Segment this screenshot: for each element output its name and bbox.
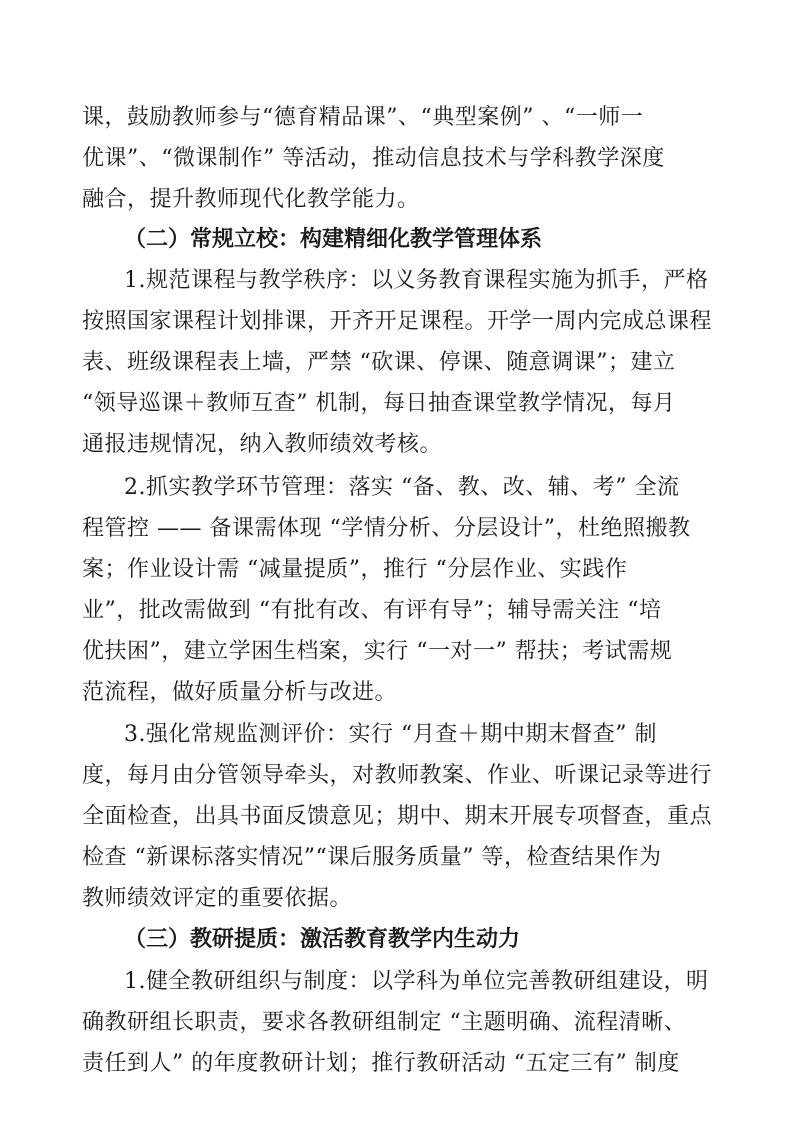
text-line: 业”，批改需做到 “有批有改、有评有导”；辅导需关注 “培	[82, 598, 662, 623]
text-line: 1.健全教研组织与制度：以学科为单位完善教研组建设，明	[124, 969, 709, 994]
text-line: 2.抓实教学环节管理：落实 “备、教、改、辅、考” 全流	[124, 475, 680, 500]
text-line: 教师绩效评定的重要依据。	[82, 886, 353, 911]
text-line: 表、班级课程表上墙，严禁 “砍课、停课、随意调课”；建立	[82, 350, 676, 375]
text-line: 3.强化常规监测评价：实行 “月查＋期中期末督查” 制	[124, 722, 657, 747]
text-line: 检查 “新课标落实情况”“课后服务质量” 等，检查结果作为	[82, 845, 662, 870]
text-line: 确教研组长职责，要求各教研组制定 “主题明确、流程清晰、	[82, 1010, 687, 1035]
text-line: 按照国家课程计划排课，开齐开足课程。开学一周内完成总课程	[82, 309, 713, 334]
section-heading-3: （三）教研提质：激活教育教学内生动力	[124, 927, 521, 952]
text-line: 责任到人” 的年度教研计划；推行教研活动 “五定三有” 制度	[82, 1051, 680, 1076]
text-line: 案；作业设计需 “减量提质”，推行 “分层作业、实践作	[82, 557, 628, 582]
text-line: “领导巡课＋教师互查” 机制，每日抽查课堂教学情况，每月	[82, 391, 676, 416]
text-line: 程管控 —— 备课需体现 “学情分析、分层设计”，杜绝照搬教	[82, 516, 691, 541]
section-heading-2: （二）常规立校：构建精细化教学管理体系	[124, 227, 543, 252]
text-line: 1.规范课程与教学秩序：以义务教育课程实施为抓手，严格	[124, 268, 709, 293]
text-line: 全面检查，出具书面反馈意见；期中、期末开展专项督查，重点	[82, 804, 713, 829]
text-line: 范流程，做好质量分析与改进。	[82, 680, 398, 705]
text-line: 课，鼓励教师参与“德育精品课”、“典型案例” 、“一师一	[82, 105, 644, 130]
text-line: 通报违规情况，纳入教师绩效考核。	[82, 432, 443, 457]
text-line: 优扶困”，建立学困生档案，实行 “一对一” 帮扶；考试需规	[82, 639, 673, 664]
text-line: 融合，提升教师现代化教学能力。	[82, 187, 420, 212]
text-line: 度，每月由分管领导牵头，对教师教案、作业、听课记录等进行	[82, 763, 713, 788]
text-line: 优课”、“微课制作” 等活动，推动信息技术与学科教学深度	[82, 146, 665, 171]
